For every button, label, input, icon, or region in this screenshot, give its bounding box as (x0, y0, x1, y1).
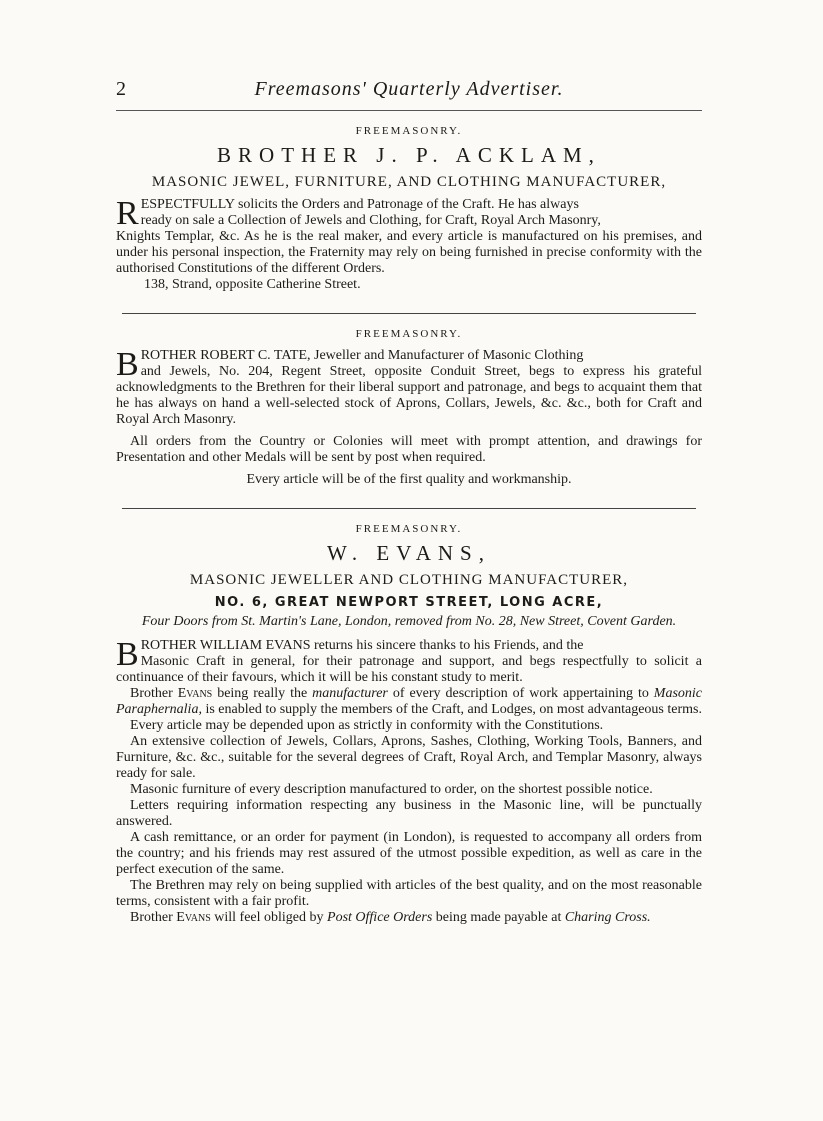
body-paragraph: A cash remittance, or an order for payment (in London), is requested to accompany all orders from the country; and his friends may rest assured of the utmost possible expedition, as well as care in the perfect execution of the same. (116, 830, 702, 877)
advertisement-evans (116, 523, 702, 926)
running-title: Freemasons' Quarterly Advertiser. (254, 78, 564, 100)
body-text: and Jewels, No. 204, Regent Street, opposite Conduit Street, begs to express his grateful acknowledgments to the Brethren for their liberal support and patronage, and begs to acquaint them that he has always on hand a well-selected stock of Aprons, Collars, Jewels, &c. &c., both for Craft and Royal Arch Masonry. (116, 364, 702, 427)
body-paragraph: Brother Evans being really the manufacturer of every description of work appertaining to Masonic Paraphernalia, is enabled to supply the members of the Craft, and Lodges, on most advantageous terms. (116, 686, 703, 717)
address-line: 138, Strand, opposite Catherine Street. (144, 277, 361, 292)
page (116, 78, 702, 926)
drop-cap: R (116, 195, 139, 232)
street-address: NO. 6, GREAT NEWPORT STREET, LONG ACRE, (214, 595, 604, 610)
advertiser-name: W. EVANS, (327, 541, 491, 565)
page-number: 2 (116, 78, 126, 100)
body-line: ready on sale a Collection of Jewels and Clothing, for Craft, Royal Arch Masonry, (140, 213, 601, 228)
body-paragraph: Brother Evans will feel obliged by Post Office Orders being made payable at Charing Cross. (130, 910, 651, 925)
header-rule (116, 110, 702, 111)
section-label: FREEMASONRY. (355, 523, 463, 535)
drop-cap: B (116, 636, 139, 673)
body-paragraph: An extensive collection of Jewels, Collars, Aprons, Sashes, Clothing, Working Tools, Banners, and Furniture, &c. &c., suitable for the several degrees of Craft, Royal Arch, and Templar Masonry, always ready for sale. (116, 734, 702, 781)
section-label: FREEMASONRY. (355, 125, 463, 137)
ad-body (116, 638, 702, 926)
body-paragraph: All orders from the Country or Colonies will meet with prompt attention, and drawings for Presentation and other Medals will be sent by post when required. (116, 434, 702, 465)
closing-line: Every article will be of the first quality and workmanship. (246, 472, 572, 487)
advertisement-acklam (116, 125, 702, 293)
ad-body (116, 197, 702, 293)
advertisement-tate (116, 328, 702, 488)
location-line: Four Doors from St. Martin's Lane, London, removed from No. 28, New Street, Covent Garden. (141, 614, 677, 629)
body-line: ESPECTFULLY solicits the Orders and Patronage of the Craft. He has always (140, 197, 579, 212)
advertiser-name: BROTHER J. P. ACKLAM, (217, 143, 601, 167)
body-line: ROTHER WILLIAM EVANS returns his sincere thanks to his Friends, and the (140, 638, 584, 653)
body-paragraph: Masonic furniture of every description manufactured to order, on the shortest possible notice. (130, 782, 653, 797)
trade-line: MASONIC JEWEL, FURNITURE, AND CLOTHING MANUFACTURER, (151, 174, 667, 190)
ad-body (116, 348, 702, 488)
section-label: FREEMASONRY. (355, 328, 463, 340)
drop-cap: B (116, 346, 139, 383)
body-paragraph: Every article may be depended upon as strictly in conformity with the Constitutions. (130, 718, 604, 733)
body-paragraph: Letters requiring information respecting any business in the Masonic line, will be punctually answered. (116, 798, 702, 829)
divider (122, 313, 696, 314)
trade-line: MASONIC JEWELLER AND CLOTHING MANUFACTURER, (189, 572, 629, 588)
page-header (116, 78, 702, 108)
divider (122, 508, 696, 509)
body-text: Masonic Craft in general, for their patronage and support, and begs respectfully to solicit a continuance of their favours, which it will be his constant study to merit. (116, 654, 702, 685)
body-paragraph: The Brethren may rely on being supplied with articles of the best quality, and on the most reasonable terms, consistent with a fair profit. (116, 878, 702, 909)
body-line: ROTHER ROBERT C. TATE, Jeweller and Manufacturer of Masonic Clothing (140, 348, 584, 363)
body-text: Knights Templar, &c. As he is the real maker, and every article is manufactured on his premises, and under his personal inspection, the Fraternity may rely on being furnished in precise conformity with the authorised Constitutions of the different Orders. (116, 229, 702, 276)
